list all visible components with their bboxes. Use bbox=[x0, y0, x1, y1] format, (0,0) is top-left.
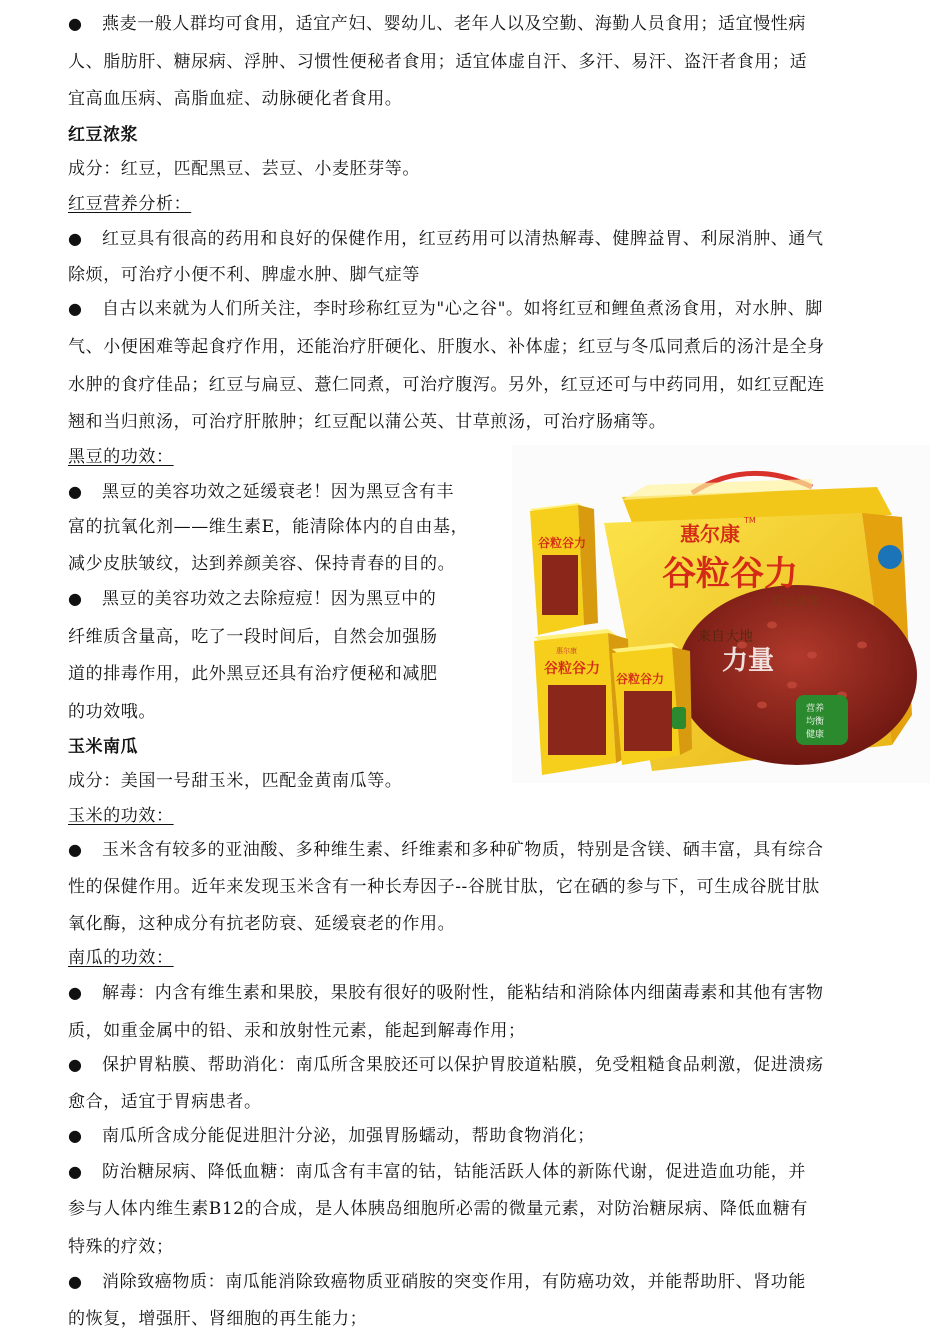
bullet-icon: ● bbox=[68, 1126, 82, 1145]
text-line: 道的排毒作用，此外黑豆还具有治疗便秘和减肥 bbox=[68, 664, 438, 684]
text-line: 愈合，适宜于胃病患者。 bbox=[68, 1092, 262, 1112]
text-line: 纤维质含量高，吃了一段时间后，自然会加强肠 bbox=[68, 627, 438, 647]
bullet-icon: ● bbox=[68, 983, 82, 1002]
svg-text:均衡: 均衡 bbox=[806, 717, 825, 727]
text-line: 氧化酶，这种成分有抗老防衰、延缓衰老的作用。 bbox=[68, 914, 456, 934]
text-line: 成分：美国一号甜玉米，匹配金黄南瓜等。 bbox=[68, 771, 403, 791]
text-line: 人、脂肪肝、糖尿病、浮肿、习惯性便秘者食用；适宜体虚自汗、多汗、易汗、盗汗者食用；适 bbox=[68, 52, 808, 72]
svg-text:力量: 力量 bbox=[722, 646, 775, 676]
text-line: 质，如重金属中的铅、汞和放射性元素，能起到解毒作用； bbox=[68, 1021, 526, 1041]
text-line: 的功效哦。 bbox=[68, 702, 156, 722]
text-line: 气、小便困难等起食疗作用，还能治疗肝硬化、肝腹水、补体虚；红豆与冬瓜同煮后的汤汁是全身 bbox=[68, 337, 825, 357]
text-line: 翘和当归煎汤，可治疗肝脓肿；红豆配以蒲公英、甘草煎汤，可治疗肠痛等。 bbox=[68, 412, 667, 432]
text-line: 性的保健作用。近年来发现玉米含有一种长寿因子--谷胱甘肽，它在硒的参与下，可生成谷胱甘肽 bbox=[68, 877, 820, 897]
text-line: 黑豆的美容功效之去除痘痘！因为黑豆中的 bbox=[102, 589, 437, 609]
svg-text:谷粒谷力: 谷粒谷力 bbox=[616, 672, 665, 686]
text-line: 防治糖尿病、降低血糖：南瓜含有丰富的钴，钴能活跃人体的新陈代谢，促进造血功能，并 bbox=[102, 1162, 806, 1182]
text-line: 除烦，可治疗小便不利、脾虚水肿、脚气症等 bbox=[68, 265, 420, 285]
text-line: 保护胃粘膜、帮助消化：南瓜所含果胶还可以保护胃胶道粘膜，免受粗糙食品刺激，促进溃疡 bbox=[102, 1055, 824, 1075]
svg-text:谷粒谷力: 谷粒谷力 bbox=[538, 536, 587, 550]
gift-box-illustration bbox=[512, 445, 930, 783]
text-line: 参与人体内维生素B12的合成，是人体胰岛细胞所必需的微量元素，对防治糖尿病、降低血糖有 bbox=[68, 1199, 808, 1219]
subsection-heading: 玉米的功效： bbox=[68, 806, 174, 826]
bullet-icon: ● bbox=[68, 589, 82, 608]
text-line: 消除致癌物质：南瓜能消除致癌物质亚硝胺的突变作用，有防癌功效，并能帮助肝、肾功能 bbox=[102, 1272, 806, 1292]
svg-text:营养: 营养 bbox=[806, 704, 825, 714]
product-photo bbox=[512, 445, 930, 783]
text-line: 水肿的食疗佳品；红豆与扁豆、薏仁同煮，可治疗腹泻。另外，红豆还可与中药同用，如红豆配连 bbox=[68, 375, 825, 395]
text-line: 解毒：内含有维生素和果胶，果胶有很好的吸附性，能粘结和消除体内细菌毒素和其他有害物 bbox=[102, 983, 824, 1003]
box-brand: 惠尔康 bbox=[680, 522, 740, 546]
subsection-heading: 红豆营养分析： bbox=[68, 194, 192, 214]
subsection-heading: 黑豆的功效： bbox=[68, 447, 174, 467]
svg-text:健康: 健康 bbox=[806, 730, 825, 740]
text-line: 成分：红豆，匹配黑豆、芸豆、小麦胚芽等。 bbox=[68, 159, 420, 179]
text-line: 宜高血压病、高脂血症、动脉硬化者食用。 bbox=[68, 89, 403, 109]
svg-text:TM: TM bbox=[744, 516, 756, 525]
text-line: 南瓜所含成分能促进胆汁分泌，加强胃肠蠕动，帮助食物消化； bbox=[102, 1126, 595, 1146]
bullet-icon: ● bbox=[68, 1272, 82, 1291]
box-subtitle: 红豆浓浆 bbox=[772, 594, 821, 608]
text-line: 自古以来就为人们所关注，李时珍称红豆为"心之谷"。如将红豆和鲤鱼煮汤食用，对水肿、脚 bbox=[102, 299, 823, 319]
text-line: 减少皮肤皱纹，达到养颜美容、保持青春的目的。 bbox=[68, 554, 456, 574]
bullet-icon: ● bbox=[68, 1162, 82, 1181]
bullet-icon: ● bbox=[68, 482, 82, 501]
text-line: 黑豆的美容功效之延缓衰老！因为黑豆含有丰 bbox=[102, 482, 454, 502]
bullet-icon: ● bbox=[68, 299, 82, 318]
text-line: 红豆具有很高的药用和良好的保健作用，红豆药用可以清热解毒、健脾益胃、利尿消肿、通气 bbox=[102, 229, 824, 249]
section-heading: 红豆浓浆 bbox=[68, 125, 138, 145]
svg-text:来自大地: 来自大地 bbox=[697, 629, 753, 645]
carton-tall bbox=[530, 503, 598, 635]
text-line: 富的抗氧化剂——维生素E，能清除体内的自由基， bbox=[68, 517, 469, 537]
bullet-icon: ● bbox=[68, 229, 82, 248]
section-heading: 玉米南瓜 bbox=[68, 737, 138, 757]
carton-right bbox=[612, 643, 692, 765]
bullet-icon: ● bbox=[68, 1055, 82, 1074]
subsection-heading: 南瓜的功效： bbox=[68, 948, 174, 968]
svg-text:惠尔康: 惠尔康 bbox=[556, 647, 577, 655]
svg-text:谷粒谷力: 谷粒谷力 bbox=[544, 661, 600, 677]
text-line: 玉米含有较多的亚油酸、多种维生素、纤维素和多种矿物质，特别是含镁、硒丰富，具有综合 bbox=[102, 840, 824, 860]
text-line: 燕麦一般人群均可食用，适宜产妇、婴幼儿、老年人以及空勤、海勤人员食用；适宜慢性病 bbox=[102, 14, 806, 34]
box-product-name: 谷粒谷力 bbox=[662, 554, 798, 594]
bullet-icon: ● bbox=[68, 14, 82, 33]
text-line: 的恢复，增强肝、肾细胞的再生能力； bbox=[68, 1309, 368, 1329]
bullet-icon: ● bbox=[68, 840, 82, 859]
text-line: 特殊的疗效； bbox=[68, 1237, 174, 1257]
